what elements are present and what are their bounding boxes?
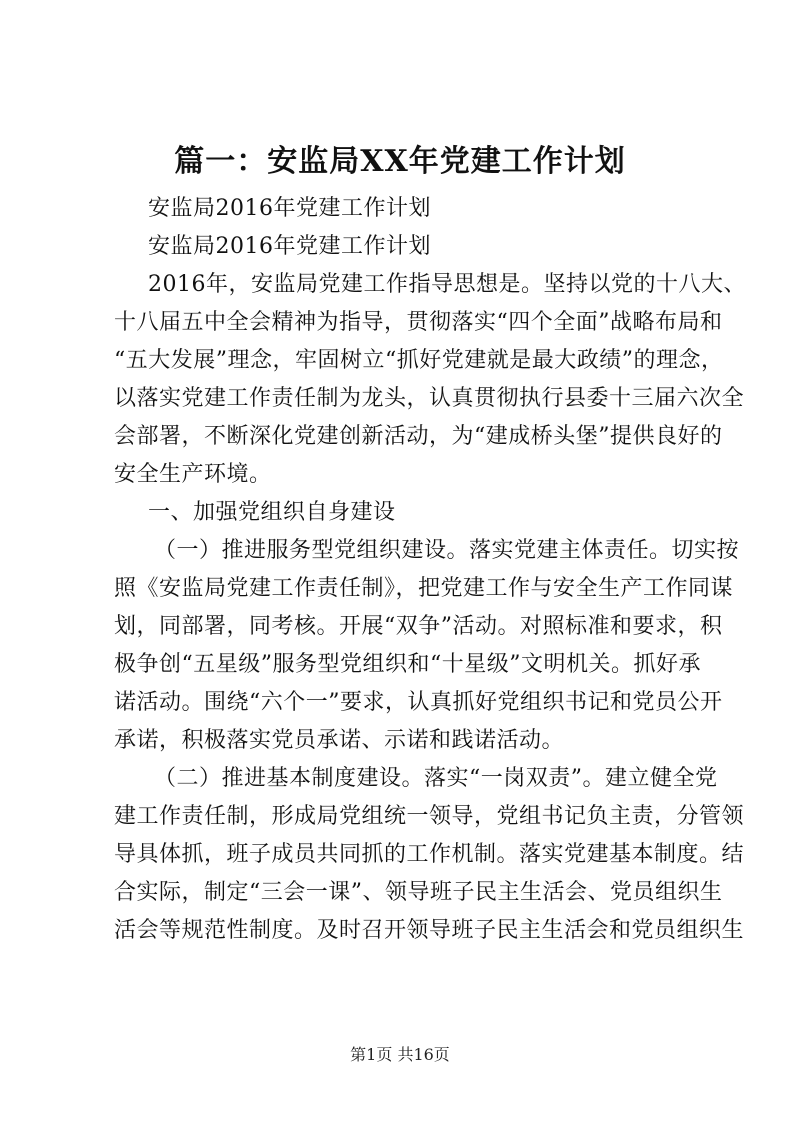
document-body <box>114 190 746 950</box>
text-line: 十八届五中全会精神为指导，贯彻落实“四个全面”战略布局和 <box>114 310 723 335</box>
text-line: 照《安监局党建工作责任制》，把党建工作与安全生产工作同谋 <box>114 576 734 601</box>
text-line: 极争创“五星级”服务型党组织和“十星级”文明机关。抓好承 <box>114 652 701 677</box>
text-line: 2016年，安监局党建工作指导思想是。坚持以党的十八大、 <box>148 272 746 297</box>
text-line: 导具体抓，班子成员共同抓的工作机制。落实党建基本制度。结 <box>114 842 745 867</box>
text-line: 承诺，积极落实党员承诺、示诺和践诺活动。 <box>114 728 565 753</box>
text-line: 合实际，制定“三会一课”、领导班子民主生活会、党员组织生 <box>114 880 723 905</box>
text-line: 以落实党建工作责任制为龙头，认真贯彻执行县委十三届六次全 <box>114 386 745 411</box>
document-title: 篇一：安监局XX年党建工作计划 <box>174 144 626 179</box>
text-line: 安监局2016年党建工作计划 <box>148 196 431 221</box>
text-line: 建工作责任制，形成局党组统一领导，党组书记负主责，分管领 <box>114 804 745 829</box>
text-line: （一）推进服务型党组织建设。落实党建主体责任。切实按 <box>154 538 740 563</box>
text-line: （二）推进基本制度建设。落实“一岗双责”。建立健全党 <box>154 766 718 791</box>
text-line: 安监局2016年党建工作计划 <box>148 234 431 259</box>
page-number-footer: 第1页 共16页 <box>350 1045 450 1064</box>
section-heading: 一、加强党组织自身建设 <box>148 500 396 525</box>
text-line: “五大发展”理念，牢固树立“抓好党建就是最大政绩”的理念， <box>114 348 724 373</box>
text-line: 划，同部署，同考核。开展“双争”活动。对照标准和要求，积 <box>114 614 723 639</box>
text-line: 会部署，不断深化党建创新活动，为“建成桥头堡”提供良好的 <box>114 424 723 449</box>
text-line: 活会等规范性制度。及时召开领导班子民主生活会和党员组织生 <box>114 918 745 943</box>
text-line: 诺活动。围绕“六个一”要求，认真抓好党组织书记和党员公开 <box>114 690 723 715</box>
text-line: 安全生产环境。 <box>114 462 272 487</box>
